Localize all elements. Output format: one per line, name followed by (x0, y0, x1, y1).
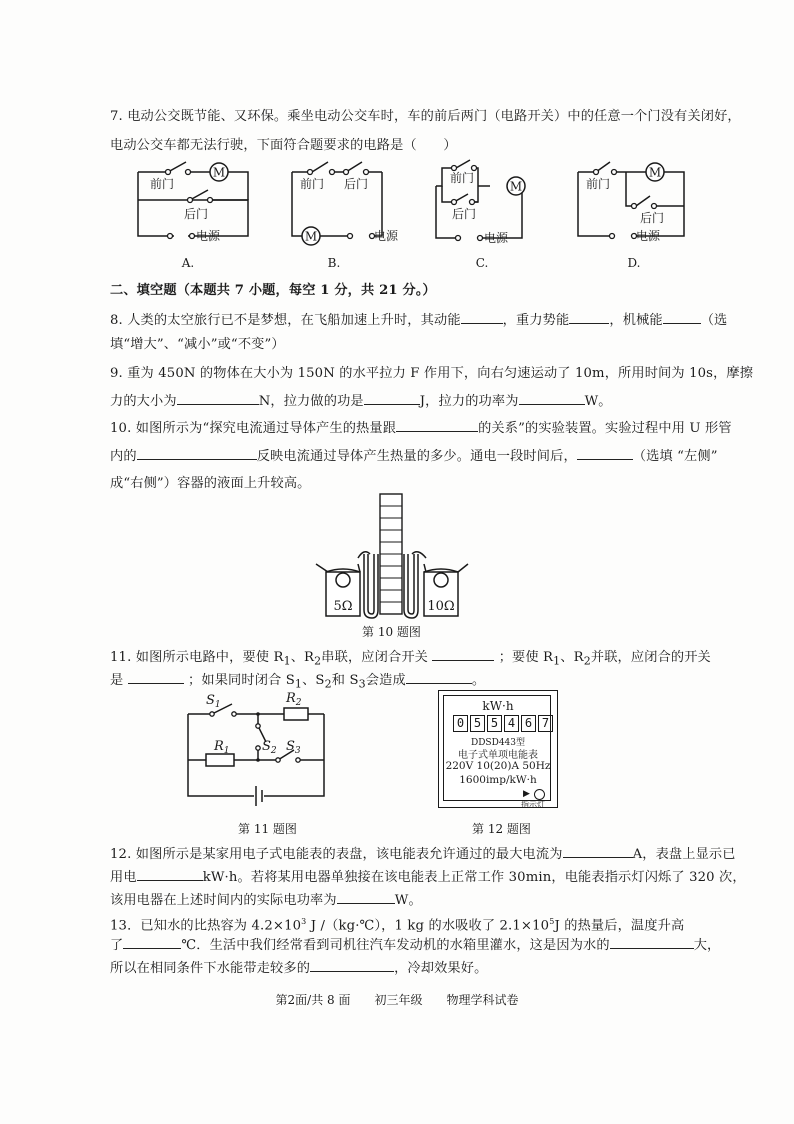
q12-line1 (110, 845, 736, 863)
s2-label: $S_2$ (262, 739, 277, 756)
q11-sub-s2: 2 (324, 677, 332, 691)
q13-text-a: 13．已知水的比热容为 4.2×10 (110, 918, 302, 934)
q9-line2 (110, 392, 612, 410)
q8-line1 (110, 311, 727, 329)
motor-a-label: M (212, 165, 226, 180)
q13-exp1: 3 (301, 917, 307, 926)
q13-text-h: ，冷却效果好。 (394, 961, 488, 976)
circuit-a-diagram (130, 160, 260, 252)
circuit-d-diagram (572, 160, 702, 252)
q8-blank-potential[interactable] (569, 311, 609, 324)
page-footer: 第2面/共 8 面 初三年级 物理学科试卷 (275, 993, 519, 1007)
option-d-label: D. (627, 256, 641, 270)
q11-sub-r2: 2 (314, 654, 322, 668)
meter-model: DDSD443型 (471, 738, 525, 748)
motor-d-label: M (648, 165, 662, 180)
q12-blank-power[interactable] (337, 891, 395, 904)
q10-text-c: 内的 (110, 449, 137, 464)
s1-label: $S_1$ (206, 693, 221, 710)
figure-12-meter (438, 690, 558, 808)
q12-blank-energy[interactable] (137, 868, 203, 881)
q11-text-l: 。 (471, 673, 486, 688)
figure-11-circuit (186, 690, 336, 808)
option-c-label: C. (475, 256, 489, 270)
meter-digit: 5 (487, 715, 502, 732)
q11-sub-r1: 1 (283, 654, 291, 668)
q8-text-c: ，机械能 (609, 313, 663, 328)
q13-line2 (110, 936, 720, 954)
meter-lamp-label: 指示灯 (521, 800, 545, 809)
q11-blank-short[interactable] (406, 671, 472, 684)
q11-sub-r1b: 1 (553, 654, 561, 668)
q11-sub-s1: 1 (294, 677, 303, 691)
q11-blank-series[interactable] (432, 648, 494, 661)
q8-text-b: ，重力势能 (502, 313, 570, 328)
q13-blank-property[interactable] (610, 936, 694, 949)
front-door-c-label: 前门 (450, 171, 475, 185)
q9-text-a: 力的大小为 (110, 394, 177, 409)
q11-text-j: 和 S (331, 673, 359, 688)
q13-text-e: ℃．生活中我们经常看到司机往汽车发动机的水箱里灌水，这是因为水的 (181, 938, 610, 953)
q8-text-a: 8. 人类的太空旅行已不是梦想，在飞船加速上升时，其动能 (110, 313, 461, 328)
meter-digit: 7 (538, 715, 553, 732)
figure-10-apparatus (312, 492, 482, 624)
q13-exp2: 5 (549, 917, 555, 926)
q13-line1 (110, 914, 684, 934)
q11-text-g: 是 (110, 673, 124, 688)
q7-line2: 电动公交车都无法行驶，下面符合题要求的电路是（ ） (110, 138, 457, 153)
q12-text-c: 用电 (110, 870, 137, 885)
q9-line1: 9. 重为 450N 的物体在大小为 150N 的水平拉力 F 作用下，向右匀速运动了 10m，所用时间为 10s，摩擦 (110, 366, 754, 381)
meter-digits (453, 715, 555, 732)
meter-digit: 5 (470, 715, 485, 732)
back-door-c-label: 后门 (452, 207, 477, 221)
option-b-label: B. (327, 256, 341, 270)
q9-blank-power[interactable] (519, 392, 585, 405)
circuit-b-diagram (288, 160, 418, 252)
q11-sub-s3: 3 (358, 677, 366, 691)
q12-text-d: kW·h。若将某用电器单独接在该电能表上正常工作 30min，电能表指示灯闪烁了 320 次， (202, 870, 746, 885)
q8-blank-mechanical[interactable] (663, 311, 701, 324)
r2-label: $R_2$ (286, 691, 302, 708)
q11-blank-parallel[interactable] (128, 671, 184, 684)
power-c-label: 电源 (484, 231, 509, 245)
q8-blank-kinetic[interactable] (461, 311, 503, 324)
q13-text-b: J /（kg·℃），1 kg 的水吸收了 2.1×10 (306, 918, 550, 934)
q10-text-b: 的关系”的实验装置。实验过程中用 U 形管 (478, 421, 732, 436)
q10-text-a: 10. 如图所示为“探究电流通过导体产生的热量跟 (110, 421, 397, 436)
q8-text-d: （选 (700, 313, 728, 328)
q8-line2: 填“增大”、“减小”或“不变”） (110, 337, 285, 352)
q10-blank-indicator[interactable] (137, 447, 257, 460)
s3-label: $S_3$ (286, 739, 301, 756)
play-triangle-icon: ▶ (523, 789, 530, 799)
q11-text-k: 会造成 (365, 673, 406, 688)
q10-line2 (110, 447, 718, 465)
power-d-label: 电源 (636, 229, 661, 243)
q9-blank-work[interactable] (364, 392, 420, 405)
back-door-d-label: 后门 (640, 211, 665, 225)
q13-text-d: 了 (110, 938, 124, 953)
figure-11-caption: 第 11 题图 (238, 822, 297, 836)
q10-blank-factor[interactable] (396, 419, 478, 432)
q13-text-g: 所以在相同条件下水能带走较多的 (110, 961, 311, 976)
q10-line3: 成“右侧”）容器的液面上升较高。 (110, 476, 311, 491)
circuit-c-diagram (428, 160, 558, 252)
q12-text-e: 该用电器在上述时间内的实际电功率为 (110, 893, 337, 908)
figure-12-caption: 第 12 题图 (472, 822, 531, 836)
q11-text-b: 、R (290, 650, 315, 665)
back-door-b-label: 后门 (344, 177, 369, 191)
q12-text-a: 12. 如图所示是某家用电子式电能表的表盘，该电能表允许通过的最大电流为 (110, 847, 563, 862)
power-a-label: 电源 (196, 229, 221, 243)
q7-line1: 7. 电动公交既节能、又环保。乘坐电动公交车时，车的前后两门（电路开关）中的任意一个门没有关闭好， (110, 109, 741, 124)
q12-line2 (110, 868, 746, 886)
meter-digit: 4 (504, 715, 519, 732)
option-a-label: A. (181, 256, 195, 270)
q11-text-a: 11. 如图所示电路中，要使 R (110, 650, 284, 665)
q11-text-e: 、R (560, 650, 584, 665)
q9-text-b: N，拉力做的功是 (258, 394, 364, 409)
q10-line1 (110, 419, 732, 437)
meter-spec: 220V 10(20)A 50Hz (445, 760, 551, 772)
q9-text-c: J，拉力的功率为 (419, 394, 519, 409)
q11-line1 (110, 648, 711, 670)
q13-blank-temp[interactable] (123, 936, 181, 949)
figure-10-caption: 第 10 题图 (362, 625, 421, 639)
q10-text-d: 反映电流通过导体产生热量的多少。通电一段时间后， (256, 449, 577, 464)
r1-label: $R_1$ (214, 739, 230, 756)
q12-line3 (110, 891, 422, 909)
q10-text-e: （选填 “左侧” (632, 449, 718, 464)
q10-blank-side[interactable] (577, 447, 633, 460)
q11-sub-r2b: 2 (583, 654, 591, 668)
front-door-a-label: 前门 (150, 177, 175, 191)
resistor-10-label: 10Ω (427, 599, 455, 614)
q13-blank-quantity[interactable] (310, 959, 394, 972)
q12-text-b: A，表盘上显示已 (632, 847, 736, 862)
q11-text-f: 并联，应闭合的开关 (590, 650, 711, 665)
front-door-d-label: 前门 (586, 177, 611, 191)
back-door-a-label: 后门 (184, 207, 209, 221)
q9-blank-friction[interactable] (177, 392, 259, 405)
meter-digit: 0 (453, 715, 468, 732)
q11-text-d: ；要使 R (498, 650, 554, 665)
q12-blank-current[interactable] (563, 845, 633, 858)
q13-text-f: 大， (693, 938, 721, 953)
q12-text-f: W。 (394, 893, 422, 908)
q9-text-d: W。 (584, 394, 612, 409)
resistor-5-label: 5Ω (333, 599, 353, 614)
q13-line3 (110, 959, 487, 977)
meter-digit: 6 (521, 715, 536, 732)
q11-text-h: ；如果同时闭合 S (188, 673, 295, 688)
meter-unit: kW·h (482, 699, 514, 713)
motor-b-label: M (304, 229, 318, 244)
motor-c-label: M (509, 179, 523, 194)
q11-text-c: 串联，应闭合开关 (321, 650, 428, 665)
meter-imp: 1600imp/kW·h (459, 774, 537, 786)
q11-text-i: 、S (302, 673, 325, 688)
front-door-b-label: 前门 (300, 177, 325, 191)
section-2-heading: 二、填空题（本题共 7 小题，每空 1 分，共 21 分。） (110, 283, 436, 298)
power-b-label: 电源 (374, 229, 399, 243)
q13-text-c: J 的热量后，温度升高 (554, 918, 685, 934)
meter-name: 电子式单项电能表 (458, 750, 538, 761)
